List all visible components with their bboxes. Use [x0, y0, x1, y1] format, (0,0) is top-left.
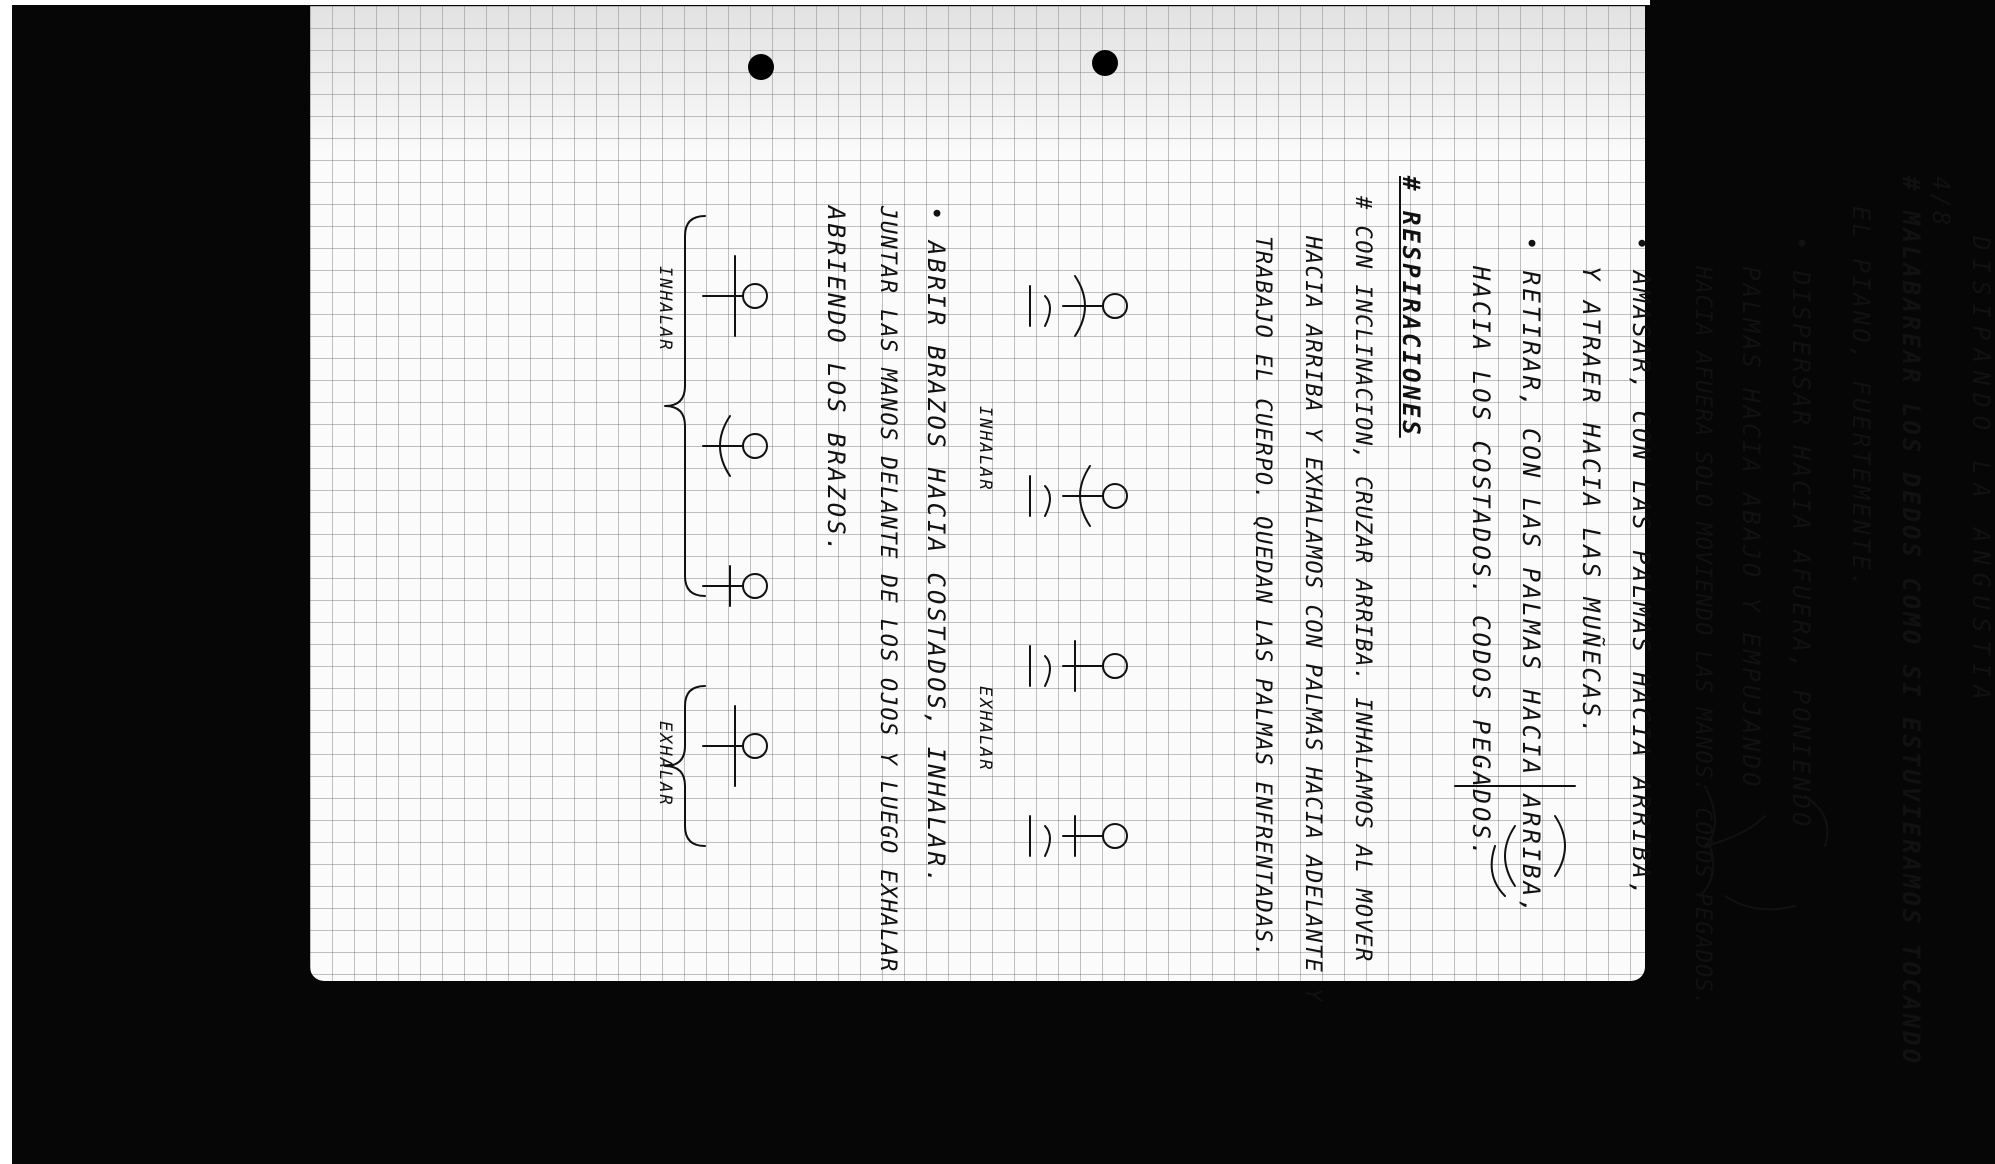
- line-14: • ABRIR BRAZOS HACIA COSTADOS, INHALAR.: [922, 206, 950, 887]
- line-9: HACIA LOS COSTADOS. CODOS PEGADOS.: [1467, 266, 1495, 860]
- label-exhalar-2: EXHALAR: [655, 721, 675, 807]
- scan-shading: [310, 6, 1645, 156]
- line-15: JUNTAR LAS MANOS DELANTE DE LOS OJOS Y LUEGO EXHALAR: [875, 206, 900, 973]
- stick-figure-2: [1030, 466, 1127, 526]
- stick-figure-8: [703, 706, 767, 786]
- line-11: # CON INCLINACION, CRUZAR ARRIBA. INHALAMOS AL MOVER: [1350, 196, 1375, 963]
- line-4: PALMAS HACIA ABAJO Y EMPUJANDO: [1737, 266, 1765, 790]
- line-8: • RETIRAR, CON LAS PALMAS HACIA ARRIBA,: [1517, 236, 1545, 917]
- line-7: Y ATRAER HACIA LAS MUÑECAS.: [1577, 266, 1605, 738]
- line-1: # MALABAREAR LOS DEDOS COMO SI ESTUVIERAMOS TOCANDO: [1897, 176, 1925, 1066]
- stick-figure-5: [703, 256, 767, 336]
- scan-top-edge: [0, 0, 1650, 5]
- punch-hole-left: [748, 54, 774, 80]
- line-12: HACIA ARRIBA Y EXHALAMOS CON PALMAS HACIA ADELANTE Y: [1300, 236, 1325, 1003]
- scan-left-edge: [0, 0, 12, 1164]
- section-heading: # RESPIRACIONES: [1397, 176, 1425, 438]
- punch-hole-right: [1092, 50, 1118, 76]
- line-2: EL PIANO, FUERTEMENTE.: [1847, 206, 1875, 590]
- label-exhalar-1: EXHALAR: [975, 686, 995, 772]
- notebook-page: [310, 6, 1995, 1066]
- stick-figure-3: [1030, 641, 1127, 691]
- line-3: • DISPERSAR HACIA AFUERA, PONIENDO: [1787, 236, 1815, 830]
- label-inhalar-1: INHALAR: [975, 406, 995, 492]
- stick-figure-6: [703, 416, 767, 476]
- hands-sketch-2: [1455, 786, 1575, 896]
- stick-figure-4: [1030, 816, 1127, 856]
- page-title: DISIPANDO LA ANGUSTIA: [1967, 236, 1995, 708]
- line-13: TRABAJO EL CUERPO. QUEDAN LAS PALMAS ENFRENTADAS.: [1250, 236, 1275, 959]
- line-16: ABRIENDO LOS BRAZOS.: [822, 206, 850, 555]
- brace-inhalar: [665, 216, 705, 596]
- label-inhalar-2: INHALAR: [655, 266, 675, 352]
- stick-figure-1: [1030, 276, 1127, 336]
- rotated-handwriting: [615, 146, 1995, 1076]
- stick-figure-7: [703, 566, 767, 606]
- page-number: 4/8: [1927, 176, 1955, 229]
- line-5: HACIA AFUERA SOLO MOVIENDO LAS MANOS. CODOS PEGADOS.: [1690, 266, 1715, 1007]
- hands-sketch-1: [1700, 786, 1828, 909]
- exercise-sketches: [615, 146, 1935, 1076]
- line-6: • AMASAR, CON LAS PALMAS HACIA ARRIBA,: [1627, 236, 1655, 900]
- brace-exhalar: [665, 686, 705, 846]
